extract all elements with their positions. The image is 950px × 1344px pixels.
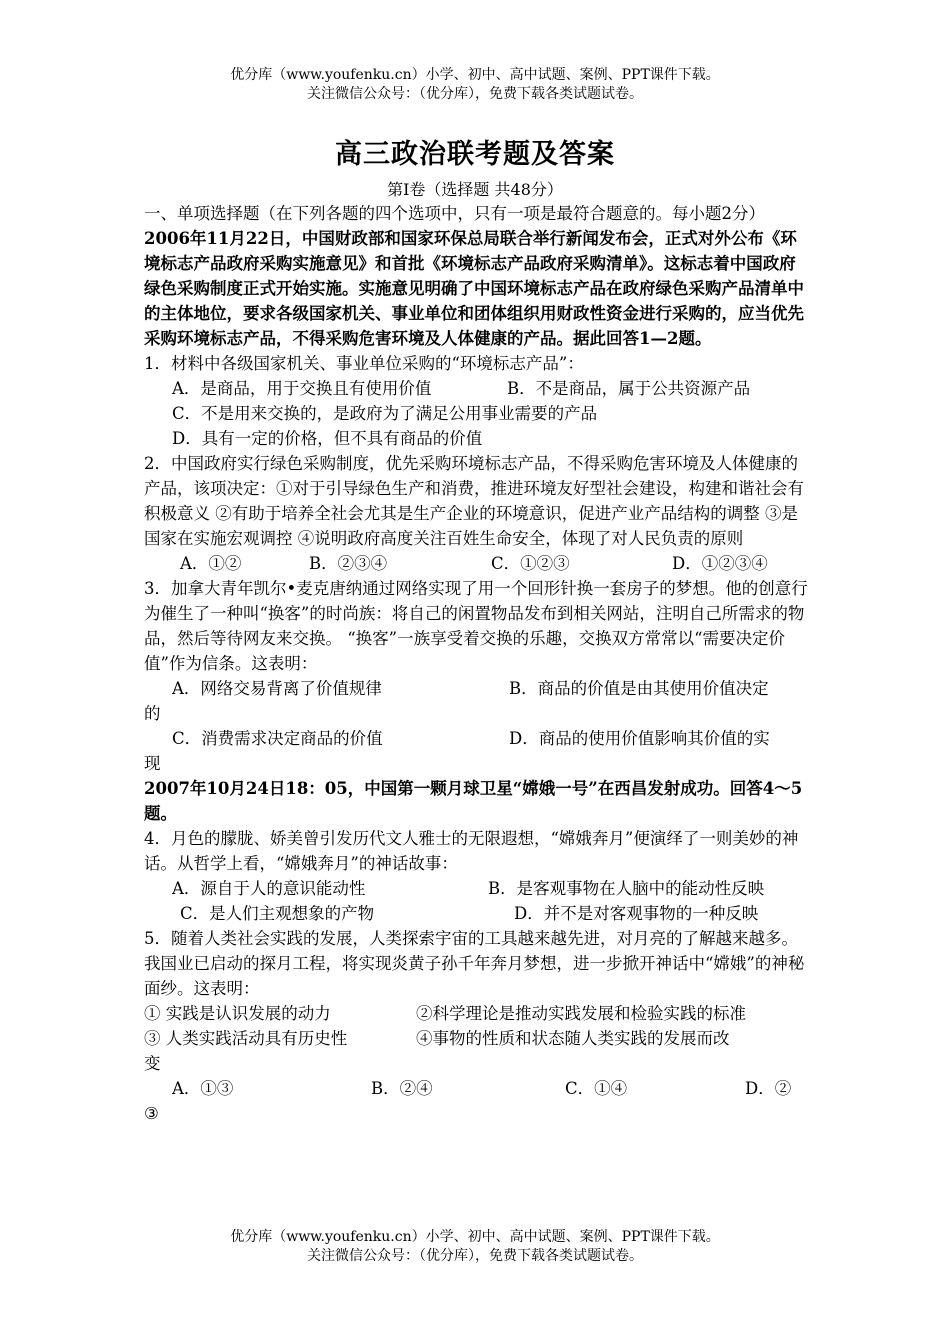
q4-option-b: B．是客观事物在人脑中的能动性反映 bbox=[488, 879, 765, 898]
page-subtitle: 第Ⅰ卷（选择题 共48分） bbox=[387, 180, 563, 199]
footer-line-2: 关注微信公众号：（优分库），免费下载各类试题试卷。 bbox=[307, 1248, 643, 1264]
question-2-stem: 2．中国政府实行绿色采购制度，优先采购环境标志产品，不得采购危害环境及人体健康的产品，该项决定：①对于引导绿色生产和消费，推进环境友好型社会建设，构建和谐社会有积极意义 ②有助于培养全社会尤其是生产企业的环境意识，促进产业产品结构的调整 ③是国家在实施宏观调控 ④说明政府高度关注百姓生命安全，体现了对人民负责的原则 bbox=[144, 454, 804, 548]
q3-option-b-wrap: 的 bbox=[144, 704, 161, 723]
question-1-options-ab bbox=[144, 376, 810, 401]
q1-option-a: A．是商品，用于交换且有使用价值 bbox=[172, 379, 432, 398]
q3-option-a: A．网络交易背离了价值规律 bbox=[172, 679, 382, 698]
q4-option-d: D．并不是对客观事物的一种反映 bbox=[514, 904, 759, 923]
question-3-options-cd bbox=[144, 726, 810, 751]
question-5-statements-34 bbox=[144, 1026, 810, 1051]
page-header bbox=[0, 66, 950, 104]
question-5-options bbox=[144, 1076, 810, 1101]
question-3-stem: 3．加拿大青年凯尔•麦克唐纳通过网络实现了用一个回形针换一套房子的梦想。他的创意行为催生了一种叫“换客”的时尚族：将自己的闲置物品发布到相关网站，注明自己所需求的物品，然后等待网友来交换。 “换客”一族享受着交换的乐趣，交换双方常常以“需要决定价值”作为信条。这表明： bbox=[144, 579, 808, 673]
page-footer bbox=[0, 1228, 950, 1266]
question-1-stem: 1．材料中各级国家机关、事业单位采购的“环境标志产品”： bbox=[144, 354, 584, 373]
header-line-1: 优分库（www.youfenku.cn）小学、初中、高中试题、案例、PPT课件下载。 bbox=[230, 67, 720, 83]
q1-option-c: C．不是用来交换的，是政府为了满足公用事业需要的产品 bbox=[172, 404, 598, 423]
q5-statement-4: ④事物的性质和状态随人类实践的发展而改 bbox=[416, 1029, 730, 1048]
q5-statement-1: ① 实践是认识发展的动力 bbox=[144, 1004, 331, 1023]
q5-statement-3: ③ 人类实践活动具有历史性 bbox=[144, 1029, 348, 1048]
q5-option-a: A．①③ bbox=[172, 1079, 234, 1098]
q2-option-c: C．①②③ bbox=[491, 554, 570, 573]
q3-option-d-wrap: 现 bbox=[144, 754, 161, 773]
q2-option-d: D．①②③④ bbox=[672, 554, 768, 573]
q5-option-b: B．②④ bbox=[371, 1079, 433, 1098]
q4-option-c: C．是人们主观想象的产物 bbox=[180, 904, 375, 923]
q3-option-b: B．商品的价值是由其使用价值决定 bbox=[509, 679, 769, 698]
question-3-options-ab bbox=[144, 676, 810, 701]
footer-line-1: 优分库（www.youfenku.cn）小学、初中、高中试题、案例、PPT课件下载。 bbox=[230, 1229, 720, 1245]
page-title: 高三政治联考题及答案 bbox=[335, 139, 615, 170]
question-4-stem: 4．月色的朦胧、娇美曾引发历代文人雅士的无限遐想，“嫦娥奔月”便演绎了一则美妙的神话。从哲学上看，“嫦娥奔月”的神话故事： bbox=[144, 829, 799, 873]
header-line-2: 关注微信公众号：（优分库），免费下载各类试题试卷。 bbox=[307, 86, 643, 102]
section-heading: 一、单项选择题（在下列各题的四个选项中，只有一项是最符合题意的。每小题2分） bbox=[144, 204, 765, 223]
document-body bbox=[144, 201, 810, 1126]
question-4-options-cd bbox=[144, 901, 810, 926]
q5-option-d-wrap: ③ bbox=[144, 1104, 159, 1123]
question-2-options bbox=[144, 551, 810, 576]
q1-option-b: B．不是商品，属于公共资源产品 bbox=[507, 379, 751, 398]
q2-option-b: B．②③④ bbox=[309, 554, 388, 573]
q5-option-d: D．② bbox=[745, 1079, 792, 1098]
q4-option-a: A．源自于人的意识能动性 bbox=[172, 879, 366, 898]
question-4-options-ab bbox=[144, 876, 810, 901]
q5-statement-4-wrap: 变 bbox=[144, 1054, 161, 1073]
q3-option-c: C．消费需求决定商品的价值 bbox=[172, 729, 383, 748]
question-5-stem: 5．随着人类社会实践的发展，人类探索宇宙的工具越来越先进，对月亮的了解越来越多。我国业已启动的探月工程，将实现炎黄子孙千年奔月梦想，进一步掀开神话中“嫦娥”的神秘面纱。这表明： bbox=[144, 929, 805, 998]
q5-option-c: C．①④ bbox=[565, 1079, 628, 1098]
q5-statement-2: ②科学理论是推动实践发展和检验实践的标准 bbox=[416, 1004, 746, 1023]
material-1: 2006年11月22日，中国财政部和国家环保总局联合举行新闻发布会，正式对外公布《环境标志产品政府采购实施意见》和首批《环境标志产品政府采购清单》。这标志着中国政府绿色采购制度正式开始实施。实施意见明确了中国环境标志产品在政府绿色采购产品清单中的主体地位，要求各级国家机关、事业单位和团体组织用财政性资金进行采购的，应当优先采购环境标志产品，不得采购危害环境及人体健康的产品。据此回答1—2题。 bbox=[144, 229, 804, 348]
q3-option-d: D．商品的使用价值影响其价值的实 bbox=[509, 729, 770, 748]
q2-option-a: A．①② bbox=[180, 554, 242, 573]
material-2: 2007年10月24日18：05，中国第一颗月球卫星“嫦娥一号”在西昌发射成功。回答4～5题。 bbox=[144, 779, 803, 823]
question-5-statements-12 bbox=[144, 1001, 810, 1026]
q1-option-d: D．具有一定的价格，但不具有商品的价值 bbox=[172, 429, 483, 448]
